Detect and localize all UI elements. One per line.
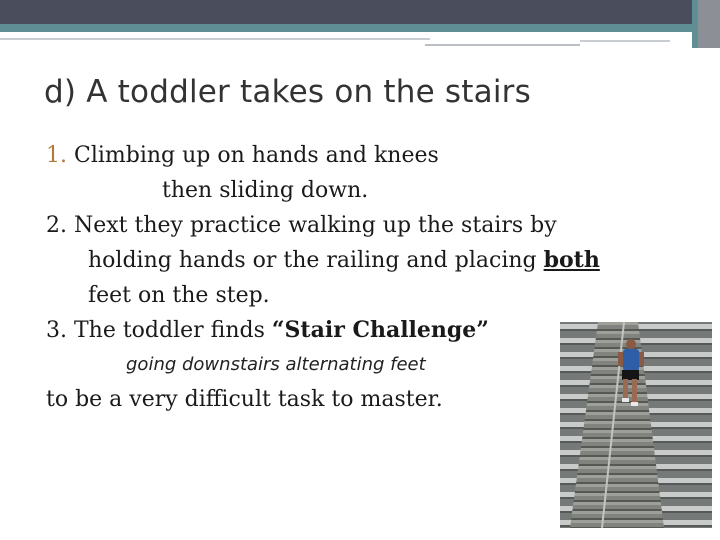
item-3-italic: going downstairs alternating feet <box>126 354 426 375</box>
item-2-text: holding hands or the railing and placing <box>88 248 544 273</box>
item-1-text: Climbing up on hands and knees <box>74 143 439 168</box>
item-2-line-2 <box>46 243 666 278</box>
header-bar <box>0 0 720 24</box>
stair-challenge-label: “Stair Challenge” <box>271 317 489 343</box>
corner-decoration <box>692 0 698 48</box>
item-1-line-1 <box>46 138 666 173</box>
corner-decoration <box>698 0 720 48</box>
stairs-photo-illustration <box>560 322 712 528</box>
item-2-line-3: feet on the step. <box>88 283 270 308</box>
decorative-line <box>425 44 580 46</box>
emphasis-both: both <box>543 247 600 273</box>
decorative-line <box>580 40 670 42</box>
item-3-final: to be a very difficult task to master. <box>46 387 443 412</box>
decorative-line <box>0 38 430 40</box>
item-1-line-2: then sliding down. <box>162 178 369 203</box>
stairs-photo <box>560 322 712 528</box>
item-3-text: 3. The toddler finds <box>46 318 272 343</box>
header-accent-strip <box>0 24 720 32</box>
item-1-number: 1. <box>46 143 67 168</box>
slide-title: d) A toddler takes on the stairs <box>44 74 531 110</box>
item-2-line-1: 2. Next they practice walking up the stairs by <box>46 213 557 238</box>
